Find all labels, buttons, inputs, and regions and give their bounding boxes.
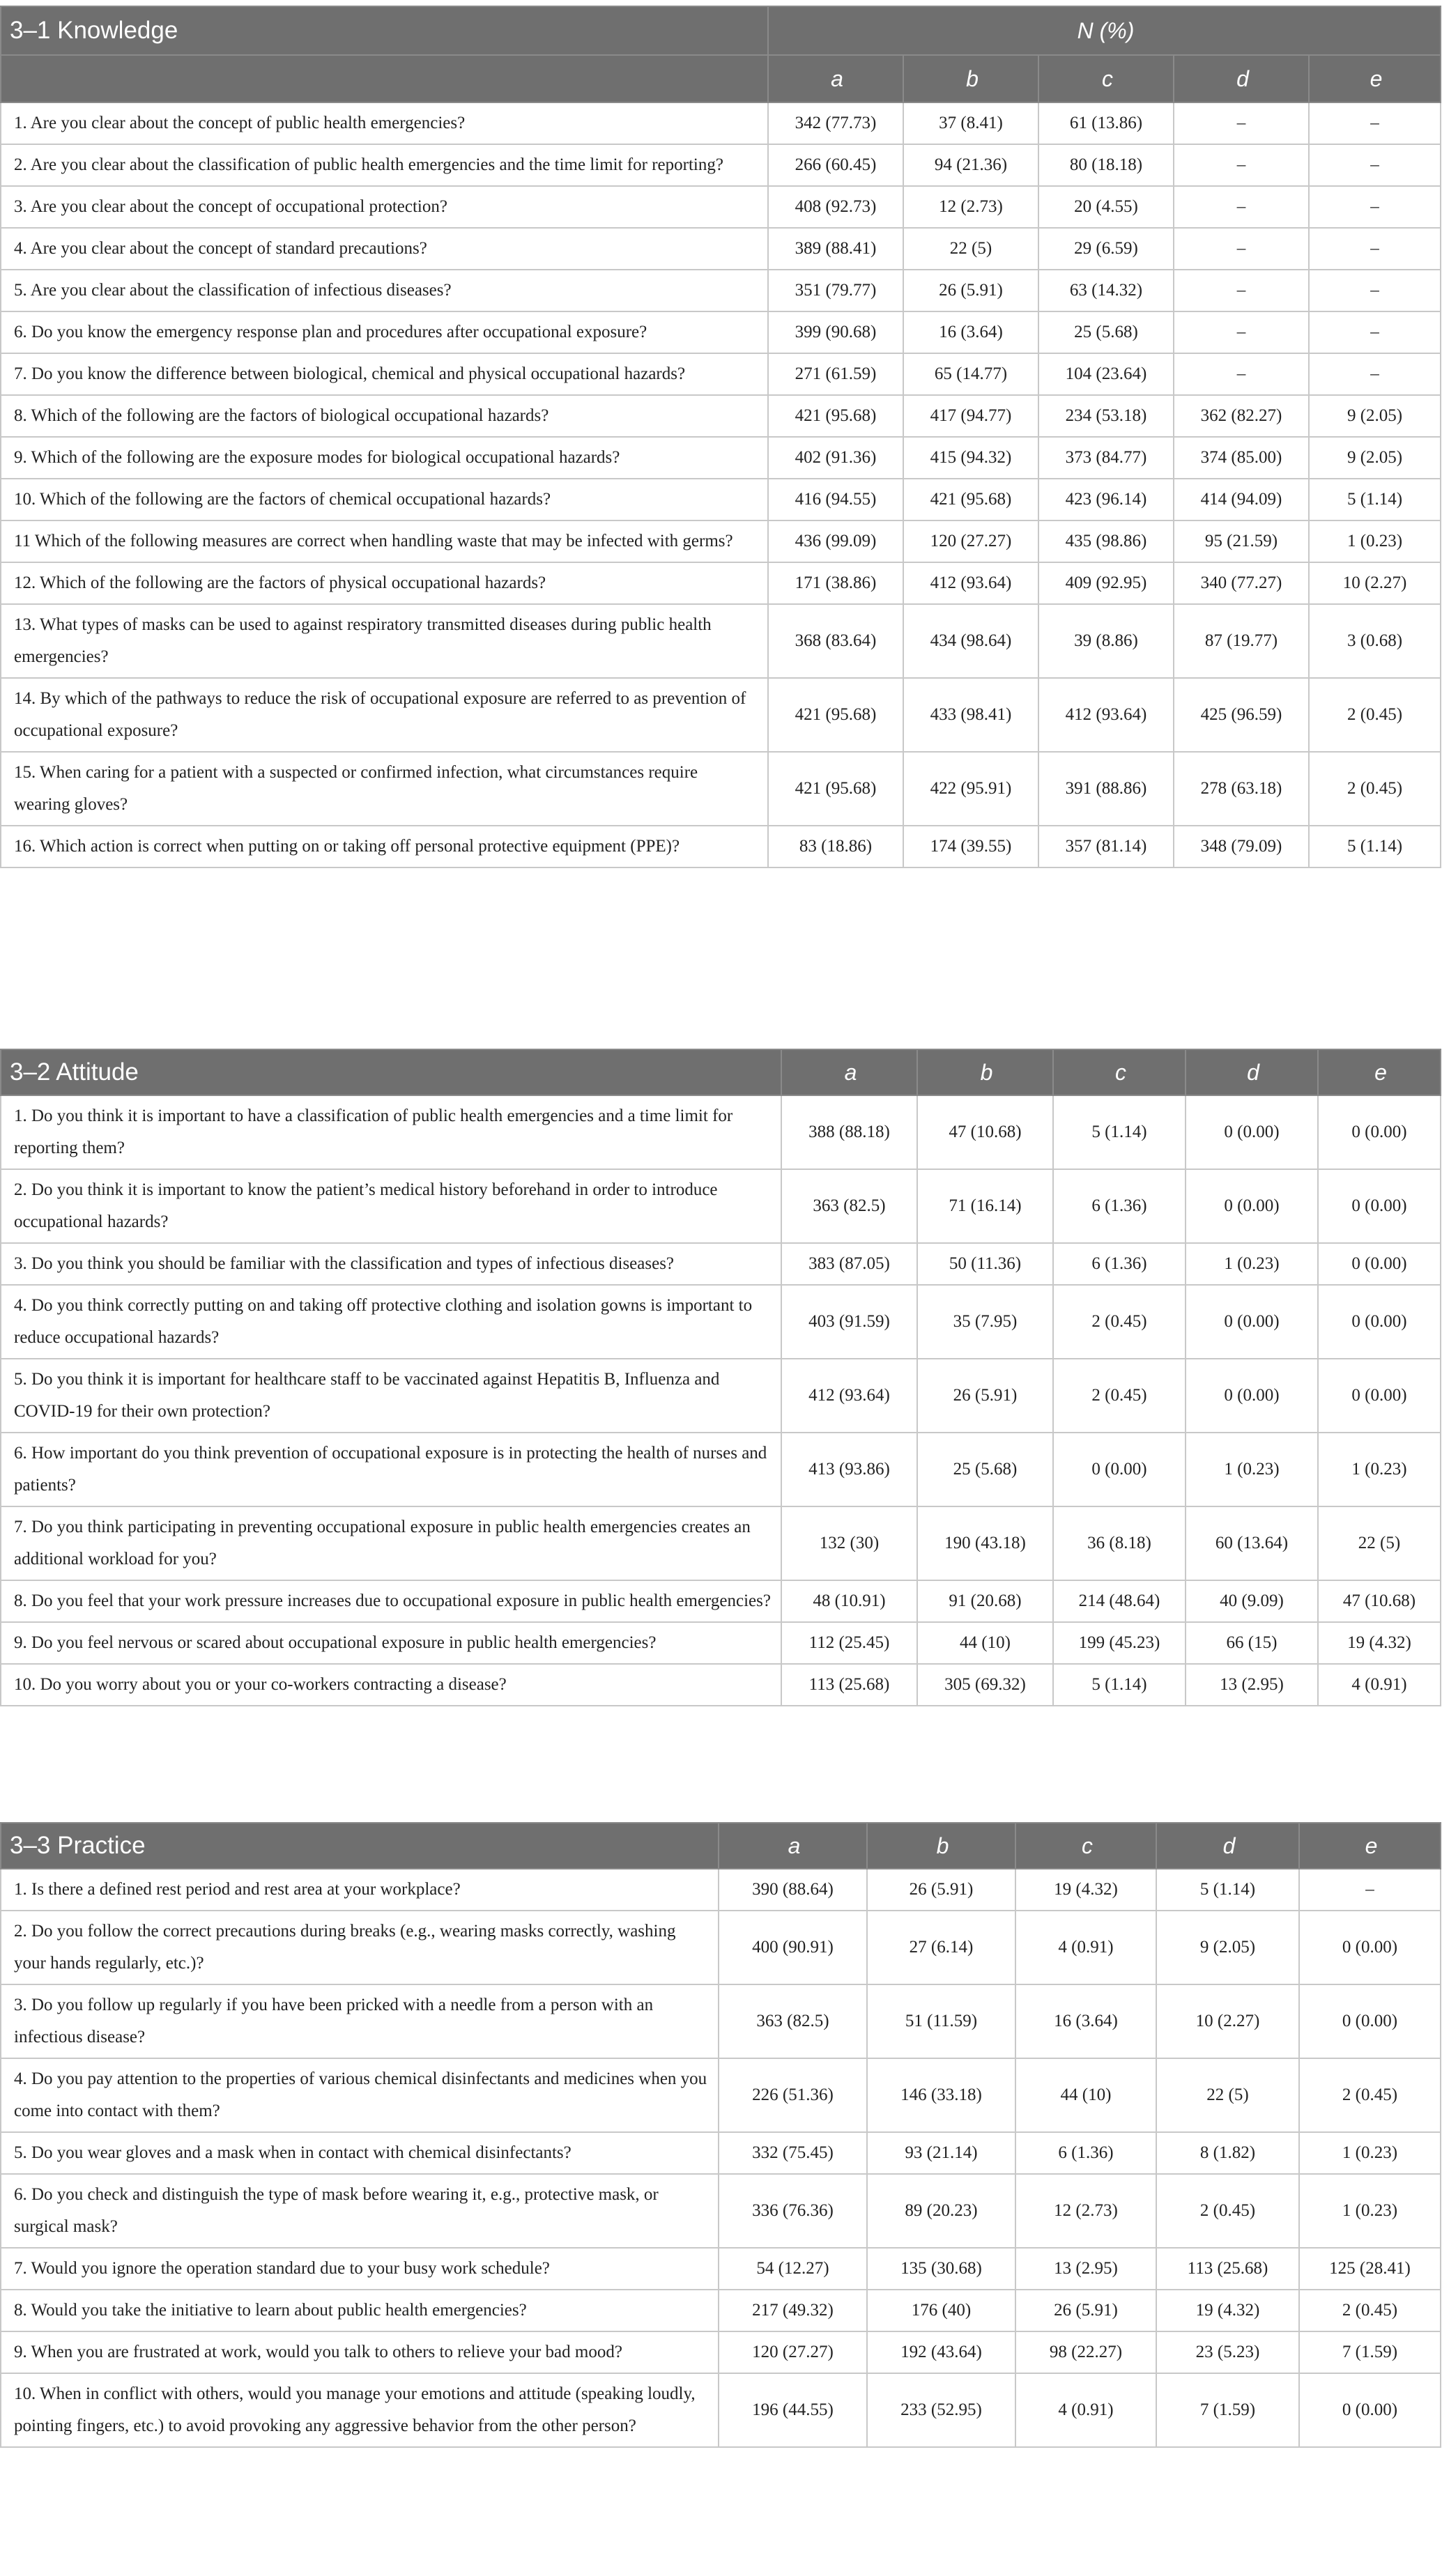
value-cell-b: 146 (33.18) [867,2058,1015,2132]
table-row [1,2248,1441,2290]
value-cell-b: 233 (52.95) [867,2373,1015,2447]
value-cell-c: 234 (53.18) [1038,395,1174,437]
table-row [1,1580,1441,1622]
question-cell: 15. When caring for a patient with a suspected or confirmed infection, what circumstances require wearing gloves? [1,752,768,826]
value-cell-e: 5 (1.14) [1309,479,1441,520]
question-cell: 7. Do you know the difference between biological, chemical and physical occupational hazards? [1,353,768,395]
value-cell-c: 44 (10) [1015,2058,1156,2132]
value-cell-d: 0 (0.00) [1186,1285,1318,1359]
knowledge-table [0,6,1441,868]
value-cell-b: 135 (30.68) [867,2248,1015,2290]
question-cell: 5. Do you wear gloves and a mask when in contact with chemical disinfectants? [1,2132,719,2174]
value-cell-b: 47 (10.68) [917,1095,1053,1169]
question-cell: 9. Do you feel nervous or scared about occupational exposure in public health emergencies? [1,1622,781,1664]
value-cell-c: 199 (45.23) [1053,1622,1186,1664]
value-cell-b: 27 (6.14) [867,1911,1015,1984]
value-cell-c: 13 (2.95) [1015,2248,1156,2290]
value-cell-c: 2 (0.45) [1053,1285,1186,1359]
value-cell-b: 94 (21.36) [903,144,1038,186]
value-cell-c: 5 (1.14) [1053,1664,1186,1706]
table-row [1,678,1441,752]
value-cell-e: – [1309,144,1441,186]
value-cell-a: 332 (75.45) [719,2132,867,2174]
value-cell-c: 391 (88.86) [1038,752,1174,826]
value-cell-b: 71 (16.14) [917,1169,1053,1243]
value-cell-c: 16 (3.64) [1015,1984,1156,2058]
value-cell-e: 1 (0.23) [1318,1433,1441,1506]
value-cell-b: 91 (20.68) [917,1580,1053,1622]
value-cell-d: 1 (0.23) [1186,1243,1318,1285]
value-cell-b: 412 (93.64) [903,562,1038,604]
value-cell-c: 373 (84.77) [1038,437,1174,479]
value-cell-c: 409 (92.95) [1038,562,1174,604]
table-row [1,311,1441,353]
value-cell-e: 0 (0.00) [1318,1169,1441,1243]
question-cell: 8. Which of the following are the factors of biological occupational hazards? [1,395,768,437]
value-cell-a: 368 (83.64) [768,604,903,678]
table-row [1,144,1441,186]
table-row [1,2174,1441,2248]
value-cell-e: – [1299,1869,1441,1911]
value-cell-b: 192 (43.64) [867,2331,1015,2373]
column-header-a: a [768,55,903,102]
value-cell-a: 336 (76.36) [719,2174,867,2248]
value-cell-b: 26 (5.91) [867,1869,1015,1911]
value-cell-d: – [1174,144,1309,186]
value-cell-b: 305 (69.32) [917,1664,1053,1706]
value-cell-c: 5 (1.14) [1053,1095,1186,1169]
value-cell-b: 89 (20.23) [867,2174,1015,2248]
value-cell-e: 0 (0.00) [1299,1911,1441,1984]
value-cell-d: 414 (94.09) [1174,479,1309,520]
question-cell: 10. Which of the following are the factors of chemical occupational hazards? [1,479,768,520]
value-cell-c: 63 (14.32) [1038,270,1174,311]
value-cell-e: 22 (5) [1318,1506,1441,1580]
practice-section-title: 3–3 Practice [1,1823,719,1869]
value-cell-c: 0 (0.00) [1053,1433,1186,1506]
value-cell-b: 415 (94.32) [903,437,1038,479]
table-row [1,228,1441,270]
value-cell-c: 2 (0.45) [1053,1359,1186,1433]
value-cell-d: 95 (21.59) [1174,520,1309,562]
value-cell-d: 2 (0.45) [1156,2174,1299,2248]
value-cell-e: 3 (0.68) [1309,604,1441,678]
value-cell-d: 19 (4.32) [1156,2290,1299,2331]
value-cell-a: 399 (90.68) [768,311,903,353]
value-cell-a: 113 (25.68) [781,1664,917,1706]
value-cell-e: 10 (2.27) [1309,562,1441,604]
column-header-e: e [1318,1049,1441,1095]
value-cell-b: 12 (2.73) [903,186,1038,228]
value-cell-a: 383 (87.05) [781,1243,917,1285]
value-cell-c: 98 (22.27) [1015,2331,1156,2373]
value-cell-a: 421 (95.68) [768,678,903,752]
value-cell-b: 26 (5.91) [917,1359,1053,1433]
value-cell-b: 37 (8.41) [903,102,1038,144]
question-cell: 10. Do you worry about you or your co-workers contracting a disease? [1,1664,781,1706]
value-cell-d: 5 (1.14) [1156,1869,1299,1911]
question-cell: 8. Do you feel that your work pressure increases due to occupational exposure in public health emergencies? [1,1580,781,1622]
column-header-e: e [1309,55,1441,102]
value-cell-d: 60 (13.64) [1186,1506,1318,1580]
value-cell-a: 413 (93.86) [781,1433,917,1506]
value-cell-b: 434 (98.64) [903,604,1038,678]
question-cell: 12. Which of the following are the factors of physical occupational hazards? [1,562,768,604]
column-header-a: a [719,1823,867,1869]
column-header-a: a [781,1049,917,1095]
value-cell-c: 29 (6.59) [1038,228,1174,270]
value-cell-d: – [1174,311,1309,353]
value-cell-b: 22 (5) [903,228,1038,270]
value-cell-e: 1 (0.23) [1299,2132,1441,2174]
value-cell-b: 190 (43.18) [917,1506,1053,1580]
question-cell: 10. When in conflict with others, would you manage your emotions and attitude (speaking loudly, pointing fingers, etc.) to avoid provoking any aggressive behavior from the other person? [1,2373,719,2447]
value-cell-c: 6 (1.36) [1015,2132,1156,2174]
value-cell-b: 35 (7.95) [917,1285,1053,1359]
table-row [1,2058,1441,2132]
value-cell-c: 423 (96.14) [1038,479,1174,520]
value-cell-e: 2 (0.45) [1299,2290,1441,2331]
table-row [1,1869,1441,1911]
table-row [1,270,1441,311]
value-cell-d: 40 (9.09) [1186,1580,1318,1622]
question-cell: 11 Which of the following measures are correct when handling waste that may be infected with germs? [1,520,768,562]
value-cell-e: 1 (0.23) [1299,2174,1441,2248]
value-cell-c: 6 (1.36) [1053,1169,1186,1243]
value-cell-d: 0 (0.00) [1186,1095,1318,1169]
table-row [1,1506,1441,1580]
value-cell-a: 403 (91.59) [781,1285,917,1359]
value-cell-e: 2 (0.45) [1309,678,1441,752]
value-cell-e: – [1309,228,1441,270]
value-cell-c: 412 (93.64) [1038,678,1174,752]
table-row [1,1359,1441,1433]
value-cell-d: 374 (85.00) [1174,437,1309,479]
column-header-d: d [1156,1823,1299,1869]
value-cell-b: 433 (98.41) [903,678,1038,752]
value-cell-d: 9 (2.05) [1156,1911,1299,1984]
value-cell-d: 0 (0.00) [1186,1169,1318,1243]
value-cell-c: 36 (8.18) [1053,1506,1186,1580]
value-cell-b: 65 (14.77) [903,353,1038,395]
value-cell-a: 389 (88.41) [768,228,903,270]
value-cell-d: 348 (79.09) [1174,826,1309,867]
value-cell-b: 417 (94.77) [903,395,1038,437]
value-cell-e: 2 (0.45) [1309,752,1441,826]
value-cell-d: 13 (2.95) [1186,1664,1318,1706]
table-row [1,1285,1441,1359]
table-row [1,2373,1441,2447]
question-cell: 4. Do you pay attention to the properties of various chemical disinfectants and medicines when you come into contact with them? [1,2058,719,2132]
value-cell-a: 421 (95.68) [768,395,903,437]
table-row [1,1243,1441,1285]
value-cell-e: 0 (0.00) [1299,1984,1441,2058]
value-cell-b: 93 (21.14) [867,2132,1015,2174]
value-cell-a: 132 (30) [781,1506,917,1580]
value-cell-e: 0 (0.00) [1299,2373,1441,2447]
value-cell-b: 25 (5.68) [917,1433,1053,1506]
value-cell-b: 16 (3.64) [903,311,1038,353]
table-row [1,353,1441,395]
value-cell-e: 125 (28.41) [1299,2248,1441,2290]
question-cell: 5. Do you think it is important for healthcare staff to be vaccinated against Hepatitis B, Influenza and COVID-19 for their own protection? [1,1359,781,1433]
question-cell: 2. Are you clear about the classification of public health emergencies and the time limit for reporting? [1,144,768,186]
value-cell-e: 0 (0.00) [1318,1359,1441,1433]
question-cell: 1. Is there a defined rest period and rest area at your workplace? [1,1869,719,1911]
value-cell-a: 266 (60.45) [768,144,903,186]
value-cell-a: 48 (10.91) [781,1580,917,1622]
value-cell-d: 362 (82.27) [1174,395,1309,437]
question-cell: 16. Which action is correct when putting on or taking off personal protective equipment (PPE)? [1,826,768,867]
value-cell-c: 4 (0.91) [1015,2373,1156,2447]
question-cell: 2. Do you think it is important to know the patient’s medical history beforehand in order to introduce occupational hazards? [1,1169,781,1243]
n-percent-header: N (%) [768,6,1441,55]
value-cell-d: – [1174,102,1309,144]
attitude-table [0,1049,1441,1706]
question-cell: 2. Do you follow the correct precautions during breaks (e.g., wearing masks correctly, washing your hands regularly, etc.)? [1,1911,719,1984]
value-cell-a: 388 (88.18) [781,1095,917,1169]
question-cell: 7. Would you ignore the operation standard due to your busy work schedule? [1,2248,719,2290]
value-cell-c: 104 (23.64) [1038,353,1174,395]
table-row [1,1664,1441,1706]
value-cell-e: 47 (10.68) [1318,1580,1441,1622]
value-cell-a: 363 (82.5) [719,1984,867,2058]
value-cell-d: 87 (19.77) [1174,604,1309,678]
value-cell-d: 425 (96.59) [1174,678,1309,752]
knowledge-section-title: 3–1 Knowledge [1,6,768,55]
value-cell-c: 435 (98.86) [1038,520,1174,562]
value-cell-d: – [1174,228,1309,270]
value-cell-d: – [1174,186,1309,228]
table-row [1,1911,1441,1984]
table-row [1,1095,1441,1169]
value-cell-d: 10 (2.27) [1156,1984,1299,2058]
value-cell-b: 421 (95.68) [903,479,1038,520]
table-row [1,395,1441,437]
table-row [1,1984,1441,2058]
question-cell: 3. Do you follow up regularly if you have been pricked with a needle from a person with an infectious disease? [1,1984,719,2058]
practice-table [0,1822,1441,2448]
value-cell-a: 217 (49.32) [719,2290,867,2331]
column-header-b: b [867,1823,1015,1869]
value-cell-c: 4 (0.91) [1015,1911,1156,1984]
question-cell: 7. Do you think participating in preventing occupational exposure in public health emergencies creates an additional workload for you? [1,1506,781,1580]
value-cell-c: 6 (1.36) [1053,1243,1186,1285]
question-cell: 1. Are you clear about the concept of public health emergencies? [1,102,768,144]
table-row [1,1622,1441,1664]
value-cell-e: – [1309,270,1441,311]
table-row [1,752,1441,826]
value-cell-c: 12 (2.73) [1015,2174,1156,2248]
value-cell-a: 112 (25.45) [781,1622,917,1664]
column-header-e: e [1299,1823,1441,1869]
question-cell: 6. Do you check and distinguish the type of mask before wearing it, e.g., protective mask, or surgical mask? [1,2174,719,2248]
value-cell-d: 278 (63.18) [1174,752,1309,826]
value-cell-b: 422 (95.91) [903,752,1038,826]
value-cell-c: 26 (5.91) [1015,2290,1156,2331]
value-cell-a: 412 (93.64) [781,1359,917,1433]
value-cell-a: 400 (90.91) [719,1911,867,1984]
value-cell-d: – [1174,353,1309,395]
value-cell-c: 214 (48.64) [1053,1580,1186,1622]
value-cell-e: 9 (2.05) [1309,437,1441,479]
question-cell: 13. What types of masks can be used to against respiratory transmitted diseases during public health emergencies? [1,604,768,678]
value-cell-d: 340 (77.27) [1174,562,1309,604]
table-row [1,102,1441,144]
table-row [1,437,1441,479]
value-cell-b: 50 (11.36) [917,1243,1053,1285]
question-cell: 1. Do you think it is important to have a classification of public health emergencies and a time limit for reporting them? [1,1095,781,1169]
table-row [1,1169,1441,1243]
value-cell-a: 83 (18.86) [768,826,903,867]
column-header-c: c [1053,1049,1186,1095]
attitude-section-title: 3–2 Attitude [1,1049,781,1095]
value-cell-e: 7 (1.59) [1299,2331,1441,2373]
question-cell: 3. Do you think you should be familiar with the classification and types of infectious diseases? [1,1243,781,1285]
column-header-c: c [1015,1823,1156,1869]
question-cell: 9. When you are frustrated at work, would you talk to others to relieve your bad mood? [1,2331,719,2373]
value-cell-d: 7 (1.59) [1156,2373,1299,2447]
value-cell-d: 66 (15) [1186,1622,1318,1664]
question-cell: 6. Do you know the emergency response plan and procedures after occupational exposure? [1,311,768,353]
value-cell-a: 54 (12.27) [719,2248,867,2290]
value-cell-e: 9 (2.05) [1309,395,1441,437]
value-cell-a: 390 (88.64) [719,1869,867,1911]
value-cell-c: 357 (81.14) [1038,826,1174,867]
value-cell-e: 0 (0.00) [1318,1285,1441,1359]
question-cell: 14. By which of the pathways to reduce the risk of occupational exposure are referred to as prevention of occupational exposure? [1,678,768,752]
table-row [1,562,1441,604]
value-cell-a: 436 (99.09) [768,520,903,562]
value-cell-e: 0 (0.00) [1318,1095,1441,1169]
value-cell-e: 19 (4.32) [1318,1622,1441,1664]
question-cell: 4. Do you think correctly putting on and taking off protective clothing and isolation gowns is important to reduce occupational hazards? [1,1285,781,1359]
value-cell-e: 0 (0.00) [1318,1243,1441,1285]
value-cell-a: 363 (82.5) [781,1169,917,1243]
value-cell-d: 8 (1.82) [1156,2132,1299,2174]
value-cell-c: 80 (18.18) [1038,144,1174,186]
question-cell: 9. Which of the following are the exposure modes for biological occupational hazards? [1,437,768,479]
table-row [1,2132,1441,2174]
value-cell-d: 22 (5) [1156,2058,1299,2132]
value-cell-b: 44 (10) [917,1622,1053,1664]
table-row [1,2290,1441,2331]
value-cell-e: – [1309,102,1441,144]
value-cell-c: 61 (13.86) [1038,102,1174,144]
value-cell-e: 5 (1.14) [1309,826,1441,867]
value-cell-c: 20 (4.55) [1038,186,1174,228]
value-cell-d: 113 (25.68) [1156,2248,1299,2290]
value-cell-c: 25 (5.68) [1038,311,1174,353]
column-header-b: b [917,1049,1053,1095]
question-cell: 5. Are you clear about the classification of infectious diseases? [1,270,768,311]
table-row [1,479,1441,520]
value-cell-c: 19 (4.32) [1015,1869,1156,1911]
value-cell-b: 26 (5.91) [903,270,1038,311]
column-header-c: c [1038,55,1174,102]
value-cell-a: 271 (61.59) [768,353,903,395]
value-cell-e: – [1309,353,1441,395]
value-cell-d: 23 (5.23) [1156,2331,1299,2373]
table-row [1,1433,1441,1506]
question-cell: 6. How important do you think prevention of occupational exposure is in protecting the health of nurses and patients? [1,1433,781,1506]
value-cell-a: 226 (51.36) [719,2058,867,2132]
value-cell-a: 171 (38.86) [768,562,903,604]
value-cell-b: 176 (40) [867,2290,1015,2331]
value-cell-e: – [1309,186,1441,228]
value-cell-e: – [1309,311,1441,353]
column-header-d: d [1186,1049,1318,1095]
question-cell: 4. Are you clear about the concept of standard precautions? [1,228,768,270]
value-cell-d: 1 (0.23) [1186,1433,1318,1506]
table-row [1,186,1441,228]
value-cell-a: 402 (91.36) [768,437,903,479]
question-cell: 3. Are you clear about the concept of occupational protection? [1,186,768,228]
knowledge-header-blank [1,55,768,102]
value-cell-a: 342 (77.73) [768,102,903,144]
column-header-b: b [903,55,1038,102]
value-cell-a: 421 (95.68) [768,752,903,826]
value-cell-e: 4 (0.91) [1318,1664,1441,1706]
value-cell-b: 120 (27.27) [903,520,1038,562]
table-row [1,2331,1441,2373]
value-cell-e: 2 (0.45) [1299,2058,1441,2132]
table-row [1,826,1441,867]
value-cell-a: 408 (92.73) [768,186,903,228]
value-cell-b: 174 (39.55) [903,826,1038,867]
value-cell-a: 351 (79.77) [768,270,903,311]
value-cell-a: 416 (94.55) [768,479,903,520]
value-cell-e: 1 (0.23) [1309,520,1441,562]
table-row [1,520,1441,562]
value-cell-d: 0 (0.00) [1186,1359,1318,1433]
question-cell: 8. Would you take the initiative to learn about public health emergencies? [1,2290,719,2331]
value-cell-b: 51 (11.59) [867,1984,1015,2058]
value-cell-c: 39 (8.86) [1038,604,1174,678]
value-cell-a: 120 (27.27) [719,2331,867,2373]
table-row [1,604,1441,678]
value-cell-d: – [1174,270,1309,311]
column-header-d: d [1174,55,1309,102]
value-cell-a: 196 (44.55) [719,2373,867,2447]
